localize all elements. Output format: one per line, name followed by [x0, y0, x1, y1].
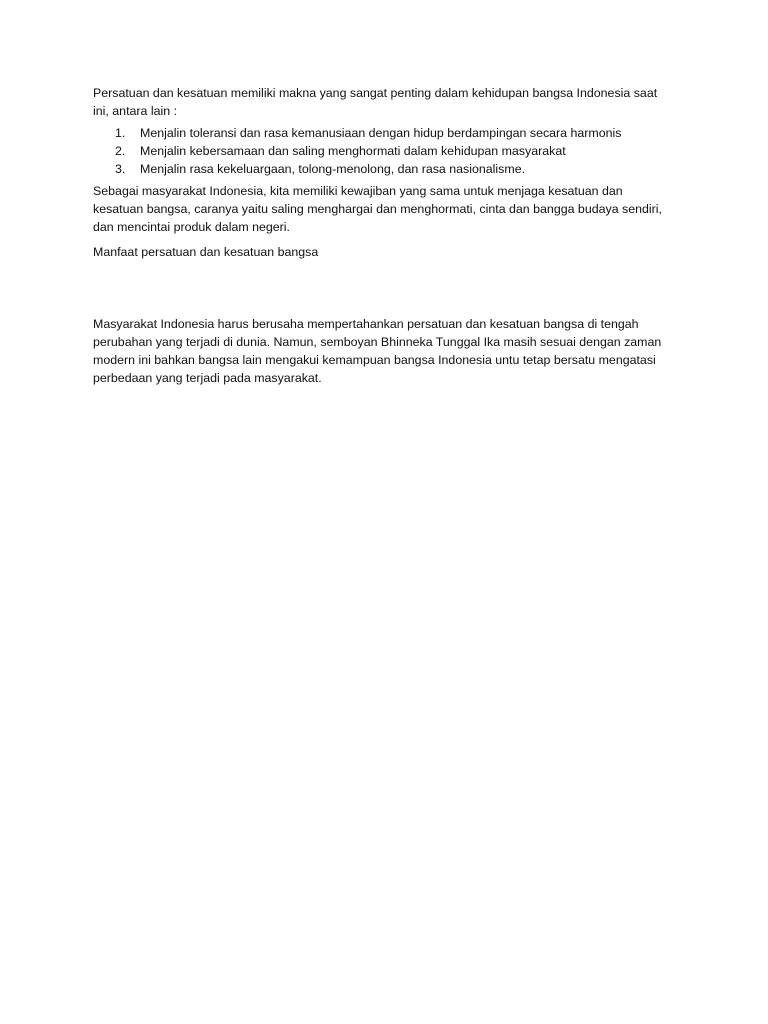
list-number: 1.	[115, 126, 126, 140]
closing-paragraph: Masyarakat Indonesia harus berusaha mempertahankan persatuan dan kesatuan bangsa di tengah perubahan yang terjadi di dunia. Namun, semboyan Bhinneka Tunggal Ika masih sesuai dengan zaman modern ini bahkan bangsa lain mengakui kemampuan bangsa Indonesia untu tetap bersatu mengatasi perbedaan yang terjadi pada masyarakat.	[93, 317, 662, 385]
list-item	[93, 142, 673, 160]
obligation-paragraph: Sebagai masyarakat Indonesia, kita memiliki kewajiban yang sama untuk menjaga kesatuan dan kesatuan bangsa, caranya yaitu saling menghargai dan menghormati, cinta dan bangga budaya sendiri, dan mencintai produk dalam negeri.	[93, 184, 662, 234]
blank-space	[93, 261, 673, 315]
list-item-text: Menjalin kebersamaan dan saling menghormati dalam kehidupan masyarakat	[140, 144, 566, 158]
numbered-list	[93, 124, 673, 178]
list-item	[93, 160, 673, 178]
list-number: 3.	[115, 162, 126, 176]
list-item-text: Menjalin rasa kekeluargaan, tolong-menolong, dan rasa nasionalisme.	[140, 162, 526, 176]
list-item-text: Menjalin toleransi dan rasa kemanusiaan dengan hidup berdampingan secara harmonis	[140, 126, 622, 140]
intro-paragraph: Persatuan dan kesatuan memiliki makna yang sangat penting dalam kehidupan bangsa Indonesia saat ini, antara lain :	[93, 86, 658, 118]
list-item	[93, 124, 673, 142]
list-number: 2.	[115, 144, 126, 158]
document-body	[93, 84, 673, 387]
section-heading: Manfaat persatuan dan kesatuan bangsa	[93, 245, 319, 259]
